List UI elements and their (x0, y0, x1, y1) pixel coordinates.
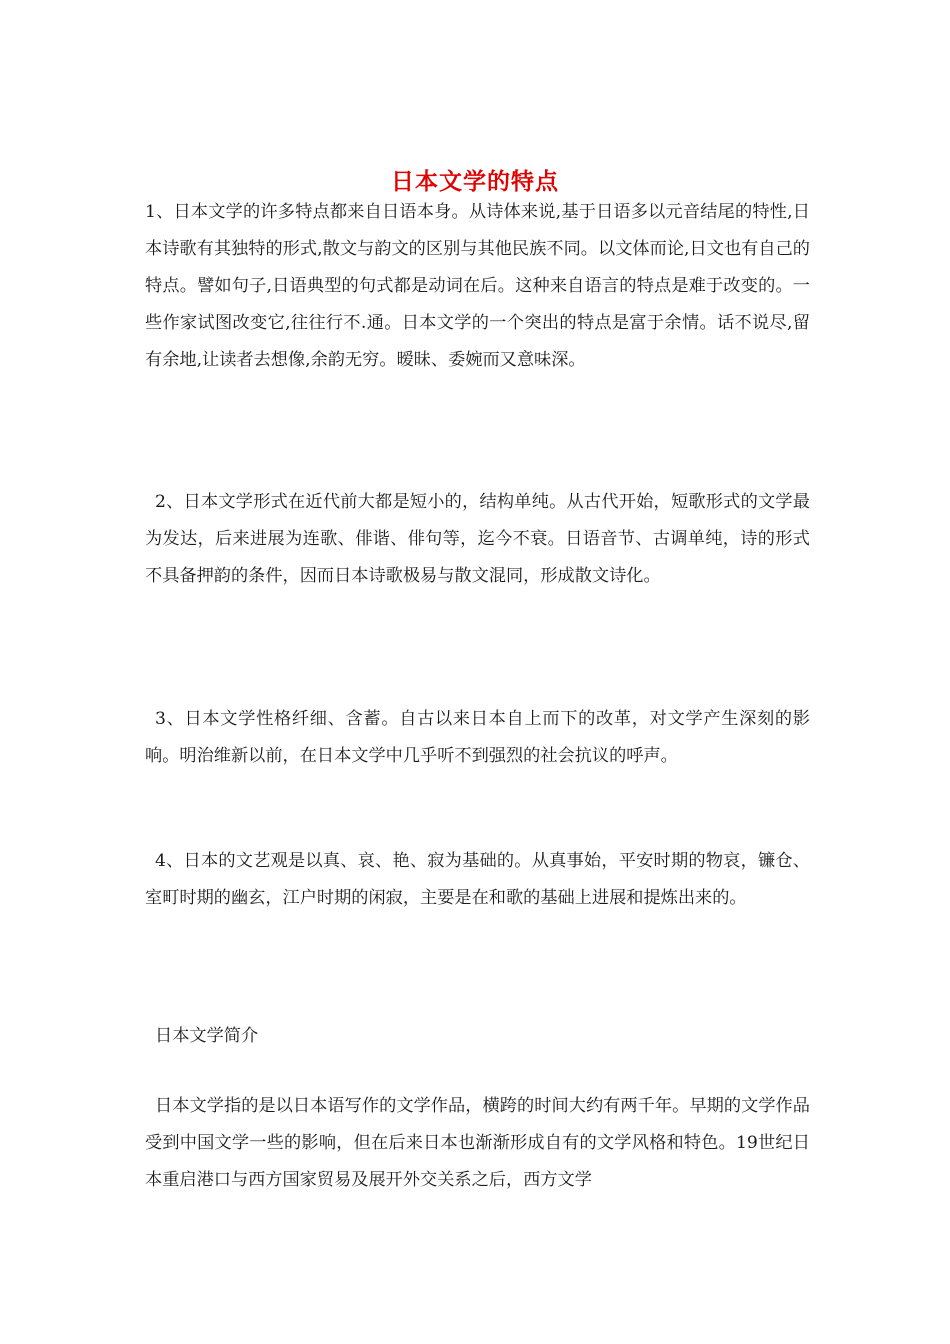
paragraph-4: 4、日本的文艺观是以真、哀、艳、寂为基础的。从真事始，平安时期的物哀，镰仓、室町时期的幽玄，江户时期的闲寂，主要是在和歌的基础上进展和提炼出来的。 (145, 851, 810, 908)
page-title: 日本文学的特点 (391, 169, 559, 196)
section-heading: 日本文学简介 (155, 1026, 259, 1046)
paragraph-2: 2、日本文学形式在近代前大都是短小的，结构单纯。从古代开始，短歌形式的文学最为发达，后来进展为连歌、俳谐、俳句等，迄今不衰。日语音节、古调单纯，诗的形式不具备押韵的条件，因而日本诗歌极易与散文混同，形成散文诗化。 (145, 492, 810, 586)
paragraph-3: 3、日本文学性格纤细、含蓄。自古以来日本自上而下的改革，对文学产生深刻的影响。明治维新以前，在日本文学中几乎听不到强烈的社会抗议的呼声。 (145, 709, 810, 766)
paragraph-intro: 日本文学指的是以日本语写作的文学作品，横跨的时间大约有两千年。早期的文学作品受到中国文学一些的影响，但在后来日本也渐渐形成自有的文学风格和特色。19世纪日本重启港口与西方国家贸易及展开外交关系之后，西方文学 (145, 1096, 810, 1190)
paragraph-1: 1、日本文学的许多特点都来自日语本身。从诗体来说,基于日语多以元音结尾的特性,日本诗歌有其独特的形式,散文与韵文的区别与其他民族不同。以文体而论,日文也有自己的特点。譬如句子,日语典型的句式都是动词在后。这种来自语言的特点是难于改变的。一些作家试图改变它,往往行不.通。日本文学的一个突出的特点是富于余情。话不说尽,留有余地,让读者去想像,余韵无穷。暧昧、委婉而又意味深。 (145, 202, 810, 370)
